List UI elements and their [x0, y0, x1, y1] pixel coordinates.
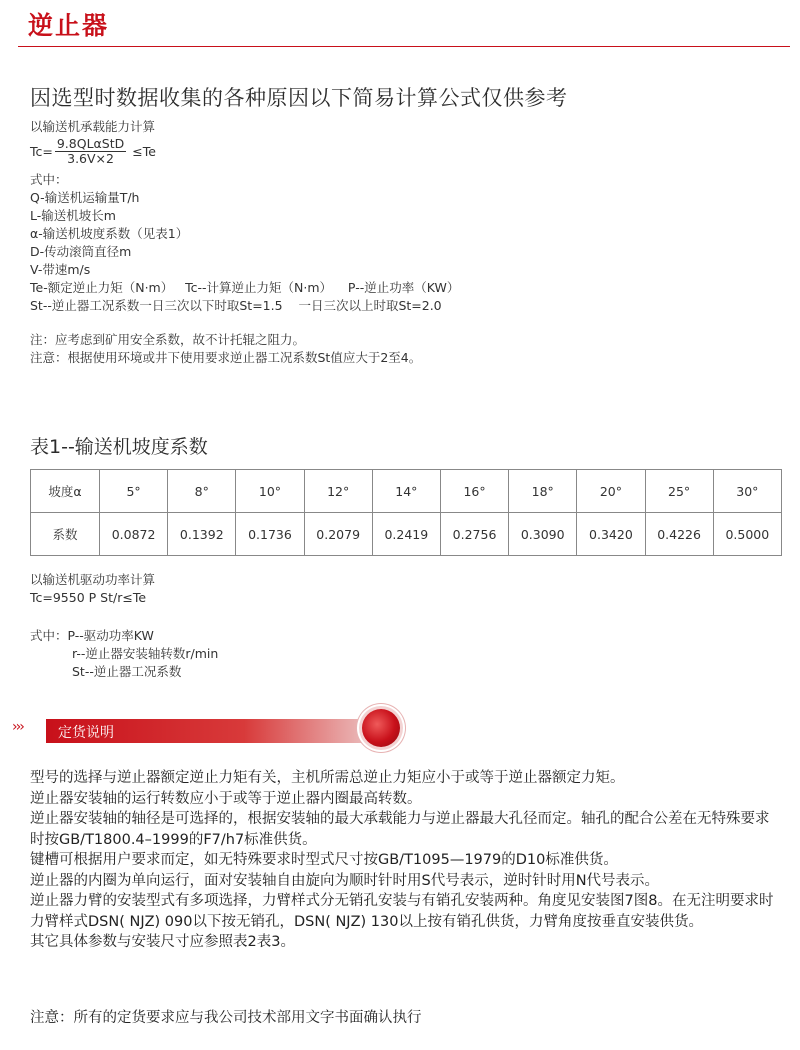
power-definition-line: r--逆止器安装轴转数r/min	[72, 646, 219, 661]
table-cell: 0.0872	[100, 513, 168, 556]
table-cell: 0.2419	[372, 513, 440, 556]
table-cell: 14°	[372, 470, 440, 513]
table-cell: 0.1392	[168, 513, 236, 556]
table-cell: 0.2756	[440, 513, 508, 556]
formula-numerator: 9.8QLαStD	[56, 136, 125, 151]
formula-fraction	[55, 137, 126, 166]
table-cell: 16°	[440, 470, 508, 513]
table-row-header: 坡度α	[31, 470, 100, 513]
section-heading: 因选型时数据收集的各种原因以下简易计算公式仅供参考	[30, 86, 568, 110]
table-cell: 10°	[236, 470, 304, 513]
table-cell: 5°	[100, 470, 168, 513]
note-line: 注意：根据使用环境或井下使用要求逆止器工况系数St值应大于2至4。	[30, 350, 422, 365]
note-line: 注：应考虑到矿用安全系数，故不计托辊之阻力。	[30, 332, 306, 347]
formula-rhs: ≤Te	[132, 144, 156, 159]
formula-lhs: Tc=	[30, 144, 53, 159]
power-calc-section	[30, 571, 155, 607]
table-cell: 0.4226	[645, 513, 713, 556]
table-cell: 0.1736	[236, 513, 304, 556]
order-notes	[30, 768, 782, 953]
power-definitions	[30, 627, 218, 681]
power-definition-line: St--逆止器工况系数	[72, 664, 182, 679]
order-note-paragraph: 键槽可根据用户要求而定，如无特殊要求时型式尺寸按GB/T1095—1979的D10标准供货。	[30, 852, 618, 868]
order-note-paragraph: 其它具体参数与安装尺寸应参照表2表3。	[30, 934, 295, 950]
banner-label: 定货说明	[58, 725, 114, 741]
table-cell: 8°	[168, 470, 236, 513]
definition-line: Te-额定逆止力矩（N·m） Tc--计算逆止力矩（N·m） P--逆止功率（KW）	[30, 280, 460, 295]
capacity-calc-label: 以输送机承载能力计算	[30, 119, 156, 134]
table-cell: 0.3090	[509, 513, 577, 556]
table-row-angles	[31, 470, 782, 513]
title-divider	[18, 46, 790, 47]
power-formula: Tc=9550 P St/r≤Te	[30, 590, 147, 605]
definition-line: V-带速m/s	[30, 262, 91, 277]
order-note-paragraph: 型号的选择与逆止器额定逆止力矩有关，主机所需总逆止力矩应小于或等于逆止器额定力矩。	[30, 770, 625, 786]
power-calc-label: 以输送机驱动功率计算	[30, 572, 156, 587]
table-title: 表1--输送机坡度系数	[30, 436, 208, 458]
definition-line: St--逆止器工况系数一日三次以下时取St=1.5 一日三次以上时取St=2.0	[30, 298, 442, 313]
table-cell: 0.5000	[713, 513, 781, 556]
table-cell: 20°	[577, 470, 645, 513]
order-note-paragraph: 逆止器力臂的安装型式有多项选择，力臂样式分无销孔安装与有销孔安装两种。角度见安装图7图8。在无注明要求时力臂样式DSN( NJZ) 090以下按无销孔，DSN( NJZ) 130以上按有销孔供货，力臂角度按垂直安装供货。	[30, 893, 774, 930]
table-cell: 12°	[304, 470, 372, 513]
table-cell: 25°	[645, 470, 713, 513]
chevron-right-icon: ›››	[12, 719, 23, 735]
final-note: 注意：所有的定货要求应与我公司技术部用文字书面确认执行	[30, 1010, 422, 1026]
table-row-header: 系数	[31, 513, 100, 556]
formula-torque	[30, 137, 156, 166]
table-cell: 30°	[713, 470, 781, 513]
definition-line: L-输送机坡长m	[30, 208, 116, 223]
definition-line: D-传动滚筒直径m	[30, 244, 132, 259]
power-definition-line: 式中：P--驱动功率KW	[30, 628, 154, 643]
notes-list	[30, 331, 421, 367]
definitions-list	[30, 171, 459, 315]
definition-line: α-输送机坡度系数（见表1）	[30, 226, 189, 241]
table-cell: 0.3420	[577, 513, 645, 556]
table-cell: 0.2079	[304, 513, 372, 556]
formula-denominator: 3.6V×2	[67, 151, 114, 166]
order-note-paragraph: 逆止器安装轴的运行转数应小于或等于逆止器内圈最高转数。	[30, 790, 422, 807]
definition-line: Q-输送机运输量T/h	[30, 190, 140, 205]
table-row-coefficients	[31, 513, 782, 556]
decorative-circle-icon	[362, 709, 400, 747]
order-note-paragraph: 逆止器的内圈为单向运行，面对安装轴自由旋向为顺时针时用S代号表示，逆时针时用N代号表示。	[30, 872, 660, 889]
order-note-paragraph: 逆止器安装轴的轴径是可选择的，根据安装轴的最大承载能力与逆止器最大孔径而定。轴孔的配合公差在无特殊要求时按GB/T1800.4–1999的F7/h7标准供货。	[30, 811, 770, 848]
slope-coefficient-table	[30, 469, 782, 556]
table-cell: 18°	[509, 470, 577, 513]
page-title: 逆止器	[28, 11, 110, 40]
definition-line: 式中：	[30, 172, 68, 187]
